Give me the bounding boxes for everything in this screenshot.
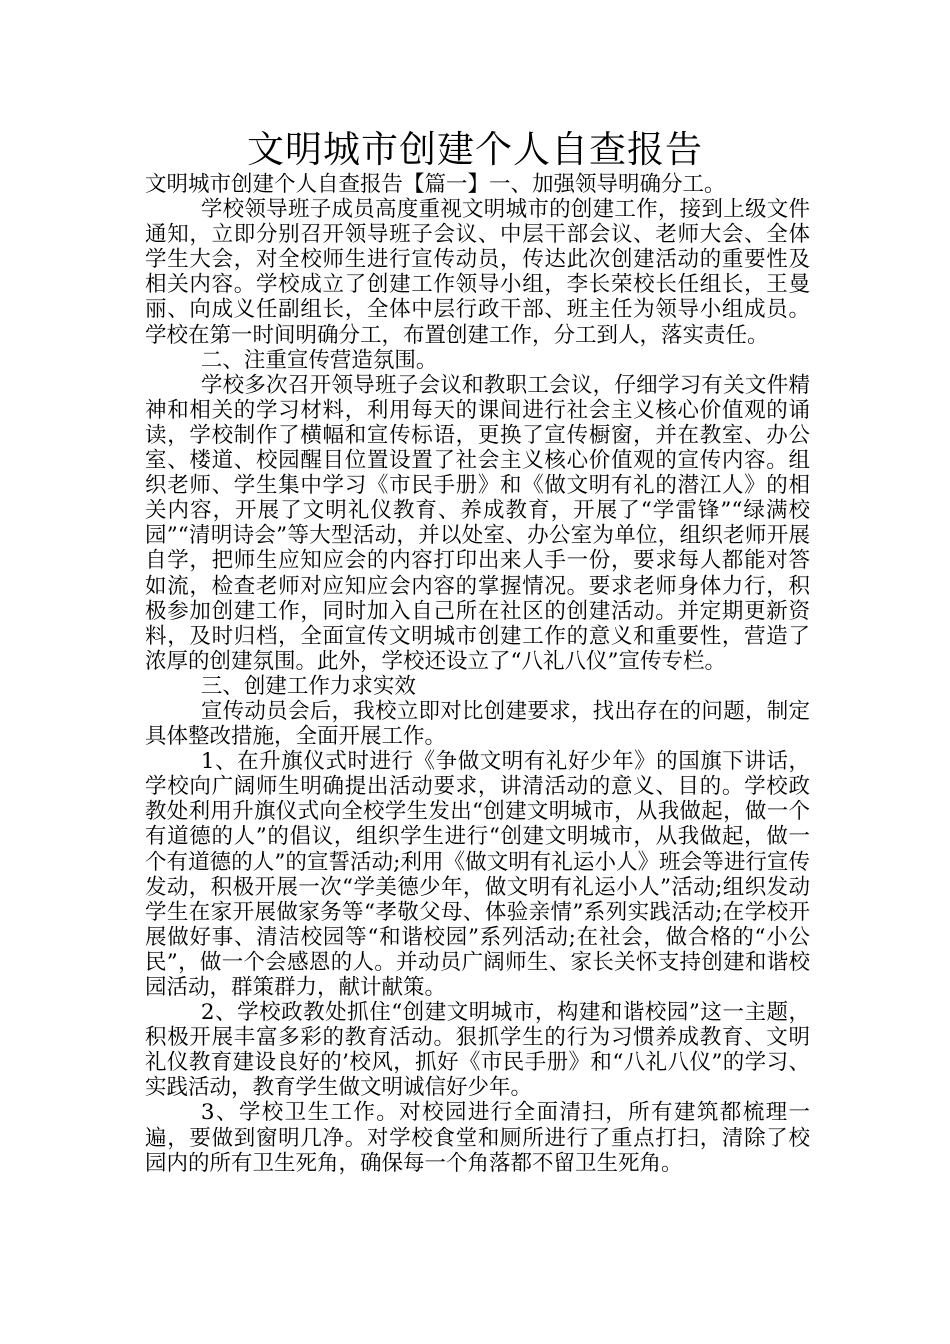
paragraph: 宣传动员会后，我校立即对比创建要求，找出存在的问题，制定具体整改措施，全面开展工作。 [145, 698, 810, 750]
paragraph: 1、在升旗仪式时进行《争做文明有礼好少年》的国旗下讲话，学校向广阔师生明确提出活动要求，讲清活动的意义、目的。学校政教处利用升旗仪式向全校学生发出“创建文明城市，从我做起，做一个有道德的人”的倡议，组织学生进行“创建文明城市，从我做起，做一个有道德的人”的宣誓活动;利用《做文明有礼运小人》班会等进行宣传发动，积极开展一次“学美德少年，做文明有礼运小人”活动;组织发动学生在家开展做家务等“孝敬父母、体验亲情”系列实践活动;在学校开展做好事、清洁校园等“和谐校园”系列活动;在社会，做合格的“小公民”，做一个会感恩的人。并动员广阔师生、家长关怀支持创建和谐校园活动，群策群力，献计献策。 [145, 749, 810, 1000]
document-title: 文明城市创建个人自查报告 [247, 128, 703, 171]
paragraph-intro: 文明城市创建个人自查报告【篇一】一、加强领导明确分工。 [145, 172, 726, 197]
section-heading: 二、注重宣传营造氛围。 [200, 347, 438, 373]
paragraph: 3、学校卫生工作。对校园进行全面清扫，所有建筑都梳理一遍，要做到窗明几净。对学校食堂和厕所进行了重点打扫，清除了校园内的所有卫生死角，确保每一个角落都不留卫生死角。 [145, 1100, 810, 1176]
paragraph: 学校多次召开领导班子会议和教职工会议，仔细学习有关文件精神和相关的学习材料，利用每天的课间进行社会主义核心价值观的诵读，学校制作了横幅和宣传标语，更换了宣传橱窗，并在教室、办公室、楼道、校园醒目位置设置了社会主义核心价值观的宣传内容。组织老师、学生集中学习《市民手册》和《做文明有礼的潜江人》的相关内容，开展了文明礼仪教育、养成教育，开展了“学雷锋”“绿满校园”“清明诗会”等大型活动，并以处室、办公室为单位，组织老师开展自学，把师生应知应会的内容打印出来人手一份，要求每人都能对答如流，检查老师对应知应会内容的掌握情况。要求老师身体力行，积极参加创建工作，同时加入自己所在社区的创建活动。并定期更新资料，及时归档，全面宣传文明城市创建工作的意义和重要性，营造了浓厚的创建氛围。此外，学校还设立了“八礼八仪”宣传专栏。 [145, 372, 810, 674]
section-heading: 三、创建工作力求实效 [200, 673, 416, 699]
paragraph: 2、学校政教处抓住“创建文明城市，构建和谐校园”这一主题，积极开展丰富多彩的教育活动。狠抓学生的行为习惯养成教育、文明礼仪教育建设良好的’校风，抓好《市民手册》和“八礼八仪”的学习、实践活动，教育学生做文明诚信好少年。 [145, 1000, 810, 1101]
document-body [145, 172, 810, 1176]
paragraph: 学校领导班子成员高度重视文明城市的创建工作，接到上级文件通知，立即分别召开领导班子会议、中层干部会议、老师大会、全体学生大会，对全校师生进行宣传动员，传达此次创建活动的重要性及相关内容。学校成立了创建工作领导小组，李长荣校长任组长，王曼丽、向成义任副组长，全体中层行政干部、班主任为领导小组成员。学校在第一时间明确分工，布置创建工作，分工到人，落实责任。 [145, 197, 810, 348]
